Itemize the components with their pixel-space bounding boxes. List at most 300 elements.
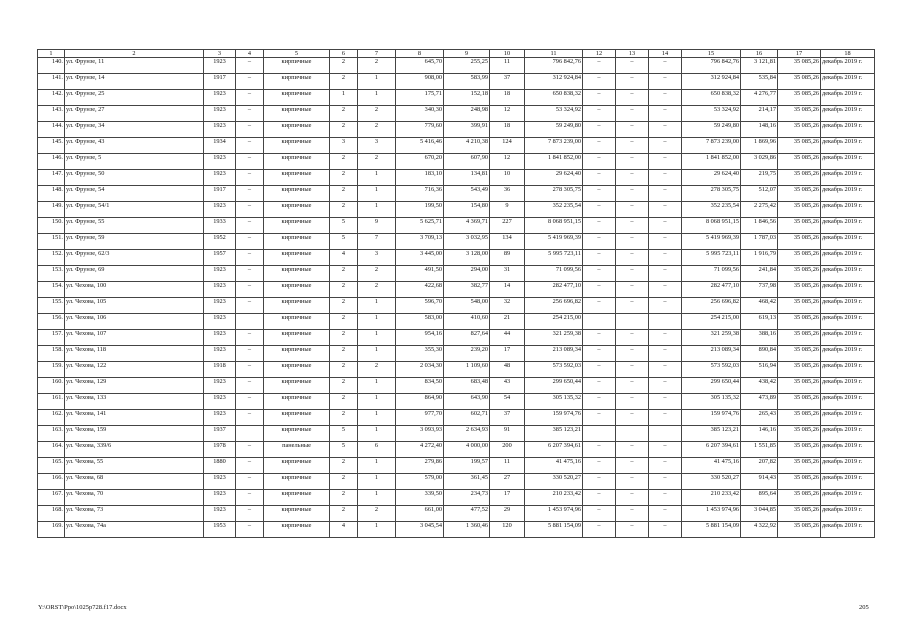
table-cell: – bbox=[616, 394, 649, 410]
table-cell: – bbox=[583, 218, 616, 234]
table-row bbox=[38, 74, 875, 90]
table-cell: ул. Фрунзе, 55 bbox=[65, 218, 204, 234]
table-cell: декабрь 2019 г. bbox=[821, 138, 875, 154]
table-cell: 1 bbox=[358, 170, 396, 186]
table-cell: кирпичные bbox=[264, 490, 330, 506]
table-cell: 17 bbox=[490, 346, 525, 362]
table-cell: – bbox=[616, 330, 649, 346]
table-cell: 1 bbox=[358, 522, 396, 538]
table-cell: 214,17 bbox=[741, 106, 778, 122]
table-cell: 2 bbox=[330, 362, 358, 378]
table-cell: 154,80 bbox=[444, 202, 490, 218]
table-cell: 31 bbox=[490, 266, 525, 282]
table-cell: – bbox=[649, 346, 682, 362]
table-cell: 330 520,27 bbox=[525, 474, 583, 490]
table-cell: 1 bbox=[358, 314, 396, 330]
table-cell: 2 bbox=[330, 474, 358, 490]
table-cell: 305 135,32 bbox=[525, 394, 583, 410]
table-cell: 5 416,46 bbox=[396, 138, 444, 154]
table-cell: – bbox=[649, 154, 682, 170]
table-cell: 162. bbox=[38, 410, 65, 426]
table-cell: ул. Фрунзе, 54/1 bbox=[65, 202, 204, 218]
table-cell: 10 bbox=[490, 170, 525, 186]
table-row bbox=[38, 490, 875, 506]
table-cell: 35 085,26 bbox=[778, 378, 821, 394]
table-cell: – bbox=[583, 506, 616, 522]
table-cell: кирпичные bbox=[264, 234, 330, 250]
table-cell: – bbox=[649, 138, 682, 154]
table-cell: 352 235,54 bbox=[682, 202, 741, 218]
table-cell: – bbox=[236, 474, 264, 490]
table-cell: ул. Чехова, 70 bbox=[65, 490, 204, 506]
table-cell: 146,16 bbox=[741, 426, 778, 442]
table-cell: 159. bbox=[38, 362, 65, 378]
table-cell: 35 085,26 bbox=[778, 202, 821, 218]
table-cell: 1923 bbox=[204, 298, 236, 314]
table-cell: ул. Фрунзе, 5 bbox=[65, 154, 204, 170]
table-cell: декабрь 2019 г. bbox=[821, 106, 875, 122]
column-number-header: 10 bbox=[490, 50, 525, 58]
table-cell: декабрь 2019 г. bbox=[821, 266, 875, 282]
table-cell: – bbox=[616, 186, 649, 202]
table-cell: 2 bbox=[358, 266, 396, 282]
table-cell: 149. bbox=[38, 202, 65, 218]
table-row bbox=[38, 410, 875, 426]
table-cell: кирпичные bbox=[264, 298, 330, 314]
table-cell: 9 bbox=[490, 202, 525, 218]
table-cell: – bbox=[616, 282, 649, 298]
table-cell bbox=[616, 314, 649, 330]
table-cell: 1 bbox=[358, 330, 396, 346]
table-cell: – bbox=[236, 74, 264, 90]
table-cell: 1 bbox=[358, 346, 396, 362]
table-cell: – bbox=[583, 330, 616, 346]
column-number-header: 16 bbox=[741, 50, 778, 58]
table-cell: 37 bbox=[490, 74, 525, 90]
table-cell: 299 650,44 bbox=[525, 378, 583, 394]
table-cell: – bbox=[616, 410, 649, 426]
table-cell: 8 068 951,15 bbox=[682, 218, 741, 234]
table-cell: 1 bbox=[358, 298, 396, 314]
table-cell: 7 873 239,00 bbox=[682, 138, 741, 154]
table-cell: ул. Фрунзе, 43 bbox=[65, 138, 204, 154]
table-cell: 2 bbox=[330, 106, 358, 122]
table-cell: 256 696,82 bbox=[682, 298, 741, 314]
table-cell bbox=[583, 314, 616, 330]
table-cell: 1923 bbox=[204, 122, 236, 138]
table-cell: декабрь 2019 г. bbox=[821, 394, 875, 410]
table-row bbox=[38, 474, 875, 490]
table-cell: 54 bbox=[490, 394, 525, 410]
table-cell: – bbox=[236, 266, 264, 282]
table-cell: панельные bbox=[264, 442, 330, 458]
table-cell: декабрь 2019 г. bbox=[821, 362, 875, 378]
table-cell: 36 bbox=[490, 186, 525, 202]
table-cell: кирпичные bbox=[264, 138, 330, 154]
table-cell: 282 477,10 bbox=[525, 282, 583, 298]
table-cell bbox=[236, 314, 264, 330]
table-cell: декабрь 2019 г. bbox=[821, 506, 875, 522]
table-cell: 3 128,00 bbox=[444, 250, 490, 266]
table-cell: 248,98 bbox=[444, 106, 490, 122]
column-number-header: 14 bbox=[649, 50, 682, 58]
table-cell: 3 032,95 bbox=[444, 234, 490, 250]
table-cell: 35 085,26 bbox=[778, 442, 821, 458]
table-cell: кирпичные bbox=[264, 90, 330, 106]
column-number-header: 2 bbox=[65, 50, 204, 58]
table-cell: 468,42 bbox=[741, 298, 778, 314]
table-cell: декабрь 2019 г. bbox=[821, 186, 875, 202]
table-cell: – bbox=[583, 522, 616, 538]
table-cell: 12 bbox=[490, 154, 525, 170]
table-cell: 2 bbox=[330, 506, 358, 522]
table-cell: – bbox=[236, 458, 264, 474]
table-cell: 1 453 974,96 bbox=[525, 506, 583, 522]
table-cell: 35 085,26 bbox=[778, 394, 821, 410]
table-cell: 1923 bbox=[204, 346, 236, 362]
table-cell: 6 207 394,61 bbox=[525, 442, 583, 458]
table-cell: 2 bbox=[330, 458, 358, 474]
table-cell: 17 bbox=[490, 490, 525, 506]
table-cell: кирпичные bbox=[264, 346, 330, 362]
table-cell: 35 085,26 bbox=[778, 410, 821, 426]
table-cell: 1 360,46 bbox=[444, 522, 490, 538]
table-cell: 35 085,26 bbox=[778, 170, 821, 186]
table-cell: – bbox=[236, 394, 264, 410]
table-cell: ул. Фрунзе, 25 bbox=[65, 90, 204, 106]
table-cell: 1 916,79 bbox=[741, 250, 778, 266]
table-cell: 199,50 bbox=[396, 202, 444, 218]
table-cell: 213 089,34 bbox=[525, 346, 583, 362]
column-number-header: 1 bbox=[38, 50, 65, 58]
table-cell: декабрь 2019 г. bbox=[821, 218, 875, 234]
table-row bbox=[38, 362, 875, 378]
table-cell: – bbox=[649, 282, 682, 298]
table-cell: – bbox=[649, 298, 682, 314]
table-cell: 355,30 bbox=[396, 346, 444, 362]
table-cell: 1978 bbox=[204, 442, 236, 458]
table-cell: 1923 bbox=[204, 90, 236, 106]
table-cell: – bbox=[583, 90, 616, 106]
table-cell: 834,50 bbox=[396, 378, 444, 394]
table-row bbox=[38, 218, 875, 234]
table-cell: – bbox=[583, 362, 616, 378]
table-cell: 279,86 bbox=[396, 458, 444, 474]
table-cell: кирпичные bbox=[264, 122, 330, 138]
table-row bbox=[38, 234, 875, 250]
table-cell: – bbox=[583, 170, 616, 186]
table-cell: – bbox=[583, 266, 616, 282]
table-cell: кирпичные bbox=[264, 426, 330, 442]
table-cell: 2 bbox=[330, 490, 358, 506]
table-cell: 7 bbox=[358, 234, 396, 250]
table-cell: – bbox=[236, 234, 264, 250]
table-cell: – bbox=[236, 218, 264, 234]
table-row bbox=[38, 170, 875, 186]
table-cell: 4 000,00 bbox=[444, 442, 490, 458]
table-cell: 5 625,71 bbox=[396, 218, 444, 234]
table-cell: – bbox=[236, 522, 264, 538]
table-cell: 410,60 bbox=[444, 314, 490, 330]
table-cell: – bbox=[583, 250, 616, 266]
table-cell: 200 bbox=[490, 442, 525, 458]
table-cell: 207,82 bbox=[741, 458, 778, 474]
table-cell: 278 305,75 bbox=[682, 186, 741, 202]
table-cell: – bbox=[616, 378, 649, 394]
table-cell: 516,94 bbox=[741, 362, 778, 378]
table-cell: 140. bbox=[38, 58, 65, 74]
table-cell: декабрь 2019 г. bbox=[821, 170, 875, 186]
table-cell: – bbox=[616, 106, 649, 122]
table-cell: 573 592,03 bbox=[682, 362, 741, 378]
table-cell: 35 085,26 bbox=[778, 362, 821, 378]
table-cell: 583,99 bbox=[444, 74, 490, 90]
table-cell: 1 bbox=[358, 426, 396, 442]
table-row bbox=[38, 442, 875, 458]
table-cell: 1923 bbox=[204, 154, 236, 170]
table-cell: 2 bbox=[330, 394, 358, 410]
table-row bbox=[38, 330, 875, 346]
housing-table bbox=[37, 49, 875, 538]
table-cell: 1923 bbox=[204, 106, 236, 122]
table-cell: 2 bbox=[330, 154, 358, 170]
table-cell: 1923 bbox=[204, 58, 236, 74]
table-cell: – bbox=[649, 218, 682, 234]
table-cell: – bbox=[616, 298, 649, 314]
table-cell: 12 bbox=[490, 106, 525, 122]
table-cell: 5 881 154,09 bbox=[682, 522, 741, 538]
table-cell: 1 bbox=[358, 202, 396, 218]
table-cell: – bbox=[649, 90, 682, 106]
table-cell: 1 869,96 bbox=[741, 138, 778, 154]
column-number-header: 17 bbox=[778, 50, 821, 58]
table-cell: 607,90 bbox=[444, 154, 490, 170]
table-cell: 43 bbox=[490, 378, 525, 394]
table-cell: 219,75 bbox=[741, 170, 778, 186]
table-cell: 255,25 bbox=[444, 58, 490, 74]
table-cell: 41 475,16 bbox=[525, 458, 583, 474]
table-cell: кирпичные bbox=[264, 282, 330, 298]
table-cell: 53 324,92 bbox=[525, 106, 583, 122]
table-cell: 210 233,42 bbox=[525, 490, 583, 506]
table-cell: 645,70 bbox=[396, 58, 444, 74]
table-cell: 2 bbox=[330, 314, 358, 330]
table-cell: – bbox=[583, 394, 616, 410]
table-cell: 2 bbox=[358, 106, 396, 122]
table-cell: 388,16 bbox=[741, 330, 778, 346]
table-cell: 3 044,85 bbox=[741, 506, 778, 522]
table-cell: 18 bbox=[490, 122, 525, 138]
table-cell: ул. Чехова, 133 bbox=[65, 394, 204, 410]
table-cell: 2 bbox=[330, 410, 358, 426]
table-cell: 145. bbox=[38, 138, 65, 154]
table-cell: 1880 bbox=[204, 458, 236, 474]
table-cell: 895,64 bbox=[741, 490, 778, 506]
table-cell: – bbox=[616, 234, 649, 250]
table-cell: 151. bbox=[38, 234, 65, 250]
table-cell: – bbox=[236, 346, 264, 362]
table-cell: 1 bbox=[358, 490, 396, 506]
table-cell: 1 bbox=[358, 474, 396, 490]
table-cell: – bbox=[236, 490, 264, 506]
table-cell: 583,00 bbox=[396, 314, 444, 330]
table-cell: – bbox=[236, 186, 264, 202]
table-cell: 158. bbox=[38, 346, 65, 362]
table-cell: 210 233,42 bbox=[682, 490, 741, 506]
table-cell: 670,20 bbox=[396, 154, 444, 170]
table-cell: декабрь 2019 г. bbox=[821, 202, 875, 218]
table-cell: 2 bbox=[330, 58, 358, 74]
table-cell: – bbox=[583, 234, 616, 250]
table-cell: – bbox=[649, 378, 682, 394]
table-cell: 71 099,56 bbox=[525, 266, 583, 282]
table-cell: – bbox=[649, 250, 682, 266]
table-cell: 282 477,10 bbox=[682, 282, 741, 298]
table-cell: – bbox=[649, 506, 682, 522]
table-cell: 779,60 bbox=[396, 122, 444, 138]
table-cell: 2 bbox=[358, 58, 396, 74]
table-cell: 5 bbox=[330, 442, 358, 458]
table-cell: 2 bbox=[330, 122, 358, 138]
table-cell: 213 089,34 bbox=[682, 346, 741, 362]
column-number-header: 15 bbox=[682, 50, 741, 58]
table-cell: 1952 bbox=[204, 234, 236, 250]
table-cell: 144. bbox=[38, 122, 65, 138]
table-cell: 1 109,60 bbox=[444, 362, 490, 378]
table-row bbox=[38, 522, 875, 538]
table-cell: 661,00 bbox=[396, 506, 444, 522]
table-cell: 35 085,26 bbox=[778, 298, 821, 314]
table-row bbox=[38, 298, 875, 314]
table-cell: – bbox=[649, 410, 682, 426]
column-number-header: 6 bbox=[330, 50, 358, 58]
table-cell: – bbox=[236, 362, 264, 378]
table-cell: 1 841 852,00 bbox=[682, 154, 741, 170]
table-cell: – bbox=[236, 330, 264, 346]
table-cell: 35 085,26 bbox=[778, 106, 821, 122]
table-cell: 35 085,26 bbox=[778, 266, 821, 282]
table-header-row bbox=[38, 50, 875, 58]
column-number-header: 5 bbox=[264, 50, 330, 58]
table-row bbox=[38, 154, 875, 170]
table-cell: ул. Фрунзе, 50 bbox=[65, 170, 204, 186]
table-cell: декабрь 2019 г. bbox=[821, 58, 875, 74]
table-cell: кирпичные bbox=[264, 106, 330, 122]
table-cell: 8 068 951,15 bbox=[525, 218, 583, 234]
table-cell: 7 873 239,00 bbox=[525, 138, 583, 154]
table-row bbox=[38, 426, 875, 442]
table-cell: – bbox=[649, 106, 682, 122]
table-cell: – bbox=[649, 58, 682, 74]
table-cell: – bbox=[583, 154, 616, 170]
table-cell: 147. bbox=[38, 170, 65, 186]
table-cell: – bbox=[616, 506, 649, 522]
table-cell: 1923 bbox=[204, 506, 236, 522]
table-cell: ул. Чехова, 74а bbox=[65, 522, 204, 538]
table-cell: декабрь 2019 г. bbox=[821, 442, 875, 458]
table-cell: 352 235,54 bbox=[525, 202, 583, 218]
column-number-header: 7 bbox=[358, 50, 396, 58]
table-row bbox=[38, 250, 875, 266]
table-cell: 1957 bbox=[204, 250, 236, 266]
table-cell: ул. Чехова, 105 bbox=[65, 298, 204, 314]
table-cell: декабрь 2019 г. bbox=[821, 122, 875, 138]
table-cell: 954,16 bbox=[396, 330, 444, 346]
table-cell: 294,00 bbox=[444, 266, 490, 282]
table-row bbox=[38, 138, 875, 154]
table-cell: – bbox=[236, 410, 264, 426]
table-cell: 11 bbox=[490, 58, 525, 74]
table-cell: 32 bbox=[490, 298, 525, 314]
table-cell: декабрь 2019 г. bbox=[821, 458, 875, 474]
table-cell: 1923 bbox=[204, 474, 236, 490]
table-body bbox=[38, 50, 875, 538]
table-cell: 2 bbox=[358, 506, 396, 522]
table-cell: кирпичные bbox=[264, 314, 330, 330]
table-cell: – bbox=[583, 58, 616, 74]
table-cell: 1923 bbox=[204, 490, 236, 506]
table-cell bbox=[236, 426, 264, 442]
table-cell: 1923 bbox=[204, 394, 236, 410]
table-cell: 89 bbox=[490, 250, 525, 266]
table-cell: 35 085,26 bbox=[778, 234, 821, 250]
table-cell: 737,98 bbox=[741, 282, 778, 298]
table-row bbox=[38, 314, 875, 330]
table-cell: 35 085,26 bbox=[778, 250, 821, 266]
table-cell: 35 085,26 bbox=[778, 90, 821, 106]
table-cell: 146. bbox=[38, 154, 65, 170]
table-cell: 1 841 852,00 bbox=[525, 154, 583, 170]
table-cell: 3 bbox=[358, 138, 396, 154]
table-cell: 152. bbox=[38, 250, 65, 266]
table-cell: 4 210,38 bbox=[444, 138, 490, 154]
table-cell: ул. Чехова, 141 bbox=[65, 410, 204, 426]
table-cell: 59 249,80 bbox=[525, 122, 583, 138]
table-cell: 5 881 154,09 bbox=[525, 522, 583, 538]
table-cell: 1923 bbox=[204, 202, 236, 218]
table-cell: ул. Чехова, 129 bbox=[65, 378, 204, 394]
table-cell: ул. Фрунзе, 11 bbox=[65, 58, 204, 74]
table-cell: 1 846,56 bbox=[741, 218, 778, 234]
table-row bbox=[38, 266, 875, 282]
table-cell: 908,00 bbox=[396, 74, 444, 90]
table-cell: декабрь 2019 г. bbox=[821, 522, 875, 538]
table-cell: декабрь 2019 г. bbox=[821, 234, 875, 250]
table-cell: 3 093,93 bbox=[396, 426, 444, 442]
table-cell: 4 bbox=[330, 522, 358, 538]
table-cell: 6 207 394,61 bbox=[682, 442, 741, 458]
table-cell: 2 bbox=[330, 202, 358, 218]
table-cell: 382,77 bbox=[444, 282, 490, 298]
table-cell: 1923 bbox=[204, 330, 236, 346]
table-cell: 2 bbox=[358, 282, 396, 298]
table-cell: 35 085,26 bbox=[778, 186, 821, 202]
table-cell: – bbox=[236, 378, 264, 394]
table-cell: 1934 bbox=[204, 138, 236, 154]
table-cell: 1 551,85 bbox=[741, 442, 778, 458]
table-cell: – bbox=[616, 474, 649, 490]
table-cell: 239,20 bbox=[444, 346, 490, 362]
table-cell: кирпичные bbox=[264, 474, 330, 490]
table-cell: 48 bbox=[490, 362, 525, 378]
table-cell: 2 275,42 bbox=[741, 202, 778, 218]
table-cell: 2 bbox=[330, 330, 358, 346]
table-cell: 35 085,26 bbox=[778, 58, 821, 74]
table-cell bbox=[616, 426, 649, 442]
table-cell: – bbox=[616, 138, 649, 154]
table-cell: 512,07 bbox=[741, 186, 778, 202]
table-cell: 796 842,76 bbox=[525, 58, 583, 74]
